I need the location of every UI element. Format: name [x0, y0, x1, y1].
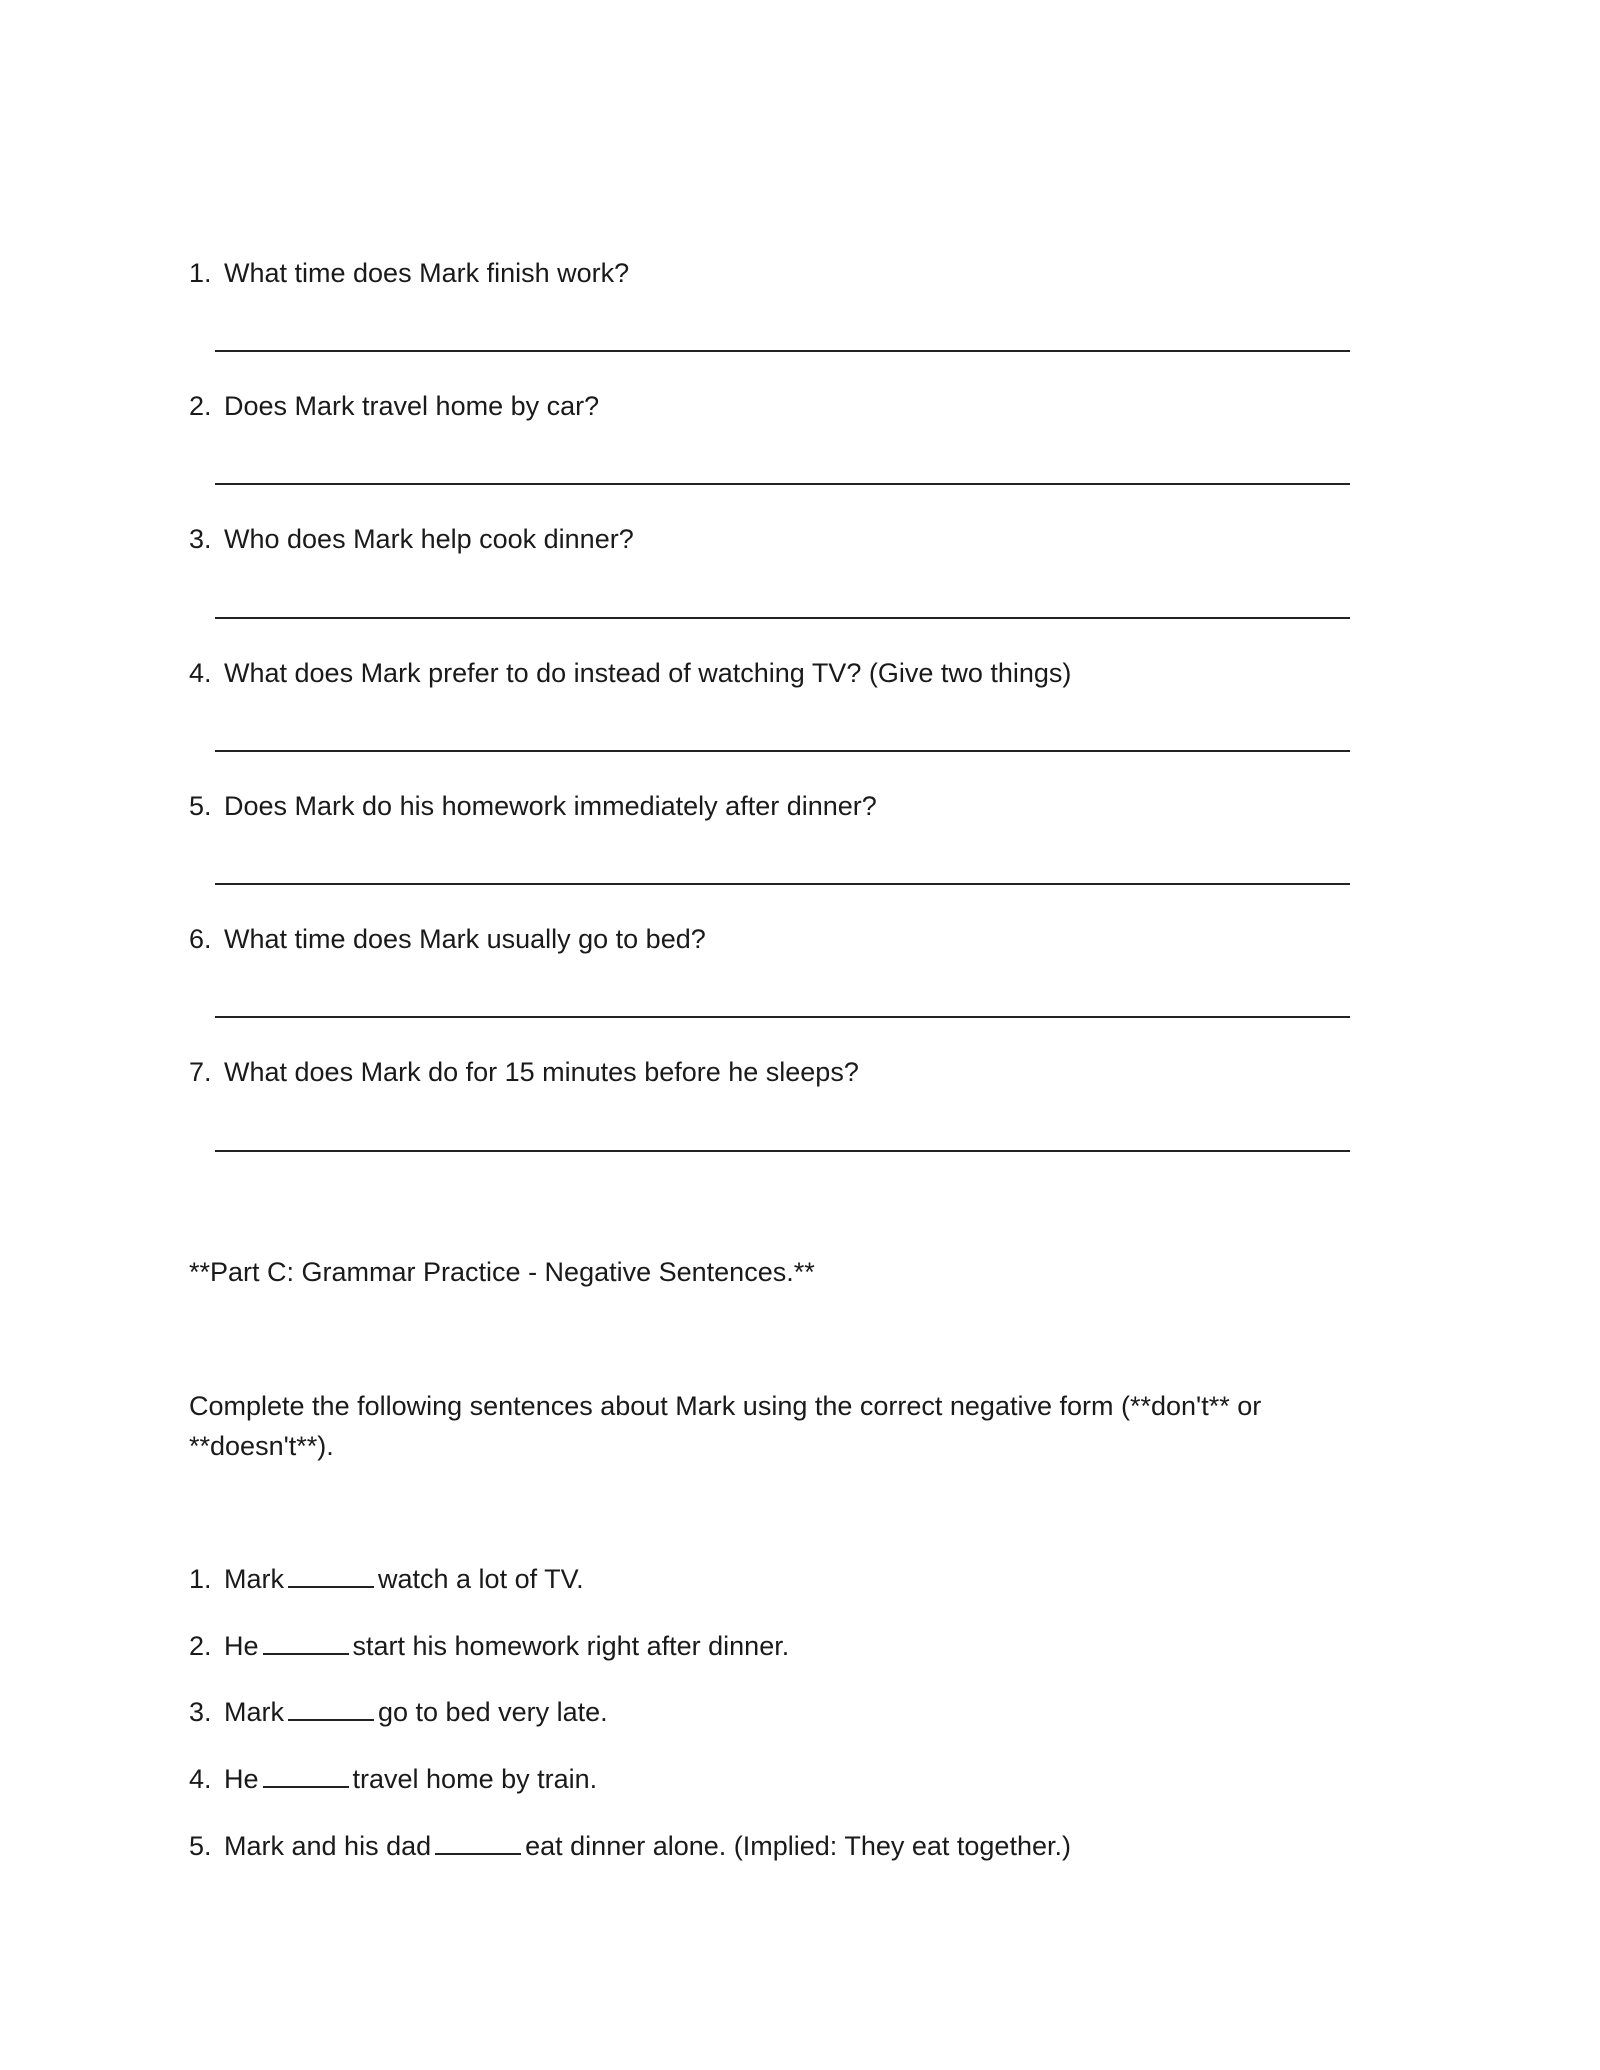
- fill-in-blank[interactable]: [288, 1564, 374, 1588]
- sentence-before-blank: Mark: [224, 1564, 284, 1594]
- question-number: 7.: [189, 1057, 212, 1087]
- sentence-before-blank: He: [224, 1764, 259, 1794]
- sentence-number: 4.: [189, 1764, 212, 1794]
- question-7: [189, 1052, 859, 1092]
- question-number: 3.: [189, 524, 212, 554]
- question-5: [189, 786, 877, 826]
- answer-line-6[interactable]: [215, 1016, 1350, 1018]
- sentence-number: 5.: [189, 1831, 212, 1861]
- question-3: [189, 519, 634, 559]
- question-1: [189, 253, 629, 293]
- answer-line-1[interactable]: [215, 350, 1350, 352]
- sentence-number: 3.: [189, 1697, 212, 1727]
- sentence-after-blank: start his homework right after dinner.: [352, 1631, 790, 1661]
- sentence-number: 2.: [189, 1631, 212, 1661]
- sentence-2: [189, 1626, 789, 1666]
- question-text: What time does Mark finish work?: [224, 258, 630, 288]
- sentence-3: [189, 1692, 608, 1732]
- answer-line-3[interactable]: [215, 617, 1350, 619]
- answer-line-2[interactable]: [215, 483, 1350, 485]
- sentence-5: [189, 1826, 1071, 1866]
- sentence-after-blank: eat dinner alone. (Implied: They eat together.): [525, 1831, 1071, 1861]
- fill-in-blank[interactable]: [288, 1697, 374, 1721]
- fill-in-blank[interactable]: [263, 1631, 349, 1655]
- sentence-after-blank: go to bed very late.: [378, 1697, 608, 1727]
- sentence-before-blank: Mark: [224, 1697, 284, 1727]
- question-number: 5.: [189, 791, 212, 821]
- sentence-before-blank: Mark and his dad: [224, 1831, 432, 1861]
- question-text: Does Mark do his homework immediately after dinner?: [224, 791, 877, 821]
- question-number: 4.: [189, 658, 212, 688]
- question-2: [189, 386, 599, 426]
- part-c-instructions-line-1: Complete the following sentences about Mark using the correct negative form (**don't** or: [189, 1391, 1262, 1421]
- answer-line-5[interactable]: [215, 883, 1350, 885]
- answer-line-4[interactable]: [215, 750, 1350, 752]
- question-text: What time does Mark usually go to bed?: [224, 924, 706, 954]
- sentence-1: [189, 1559, 584, 1599]
- sentence-after-blank: travel home by train.: [352, 1764, 598, 1794]
- question-text: Who does Mark help cook dinner?: [224, 524, 634, 554]
- fill-in-blank[interactable]: [263, 1764, 349, 1788]
- question-number: 1.: [189, 258, 212, 288]
- sentence-after-blank: watch a lot of TV.: [378, 1564, 584, 1594]
- sentence-before-blank: He: [224, 1631, 259, 1661]
- part-c-instructions-line-2: **doesn't**).: [189, 1431, 334, 1461]
- question-6: [189, 919, 706, 959]
- answer-line-7[interactable]: [215, 1150, 1350, 1152]
- question-text: What does Mark prefer to do instead of watching TV? (Give two things): [224, 658, 1072, 688]
- question-4: [189, 653, 1071, 693]
- question-text: What does Mark do for 15 minutes before he sleeps?: [224, 1057, 859, 1087]
- question-number: 6.: [189, 924, 212, 954]
- part-c-heading: **Part C: Grammar Practice - Negative Sentences.**: [189, 1257, 815, 1287]
- sentence-4: [189, 1759, 597, 1799]
- fill-in-blank[interactable]: [435, 1831, 521, 1855]
- sentence-number: 1.: [189, 1564, 212, 1594]
- question-text: Does Mark travel home by car?: [224, 391, 600, 421]
- question-number: 2.: [189, 391, 212, 421]
